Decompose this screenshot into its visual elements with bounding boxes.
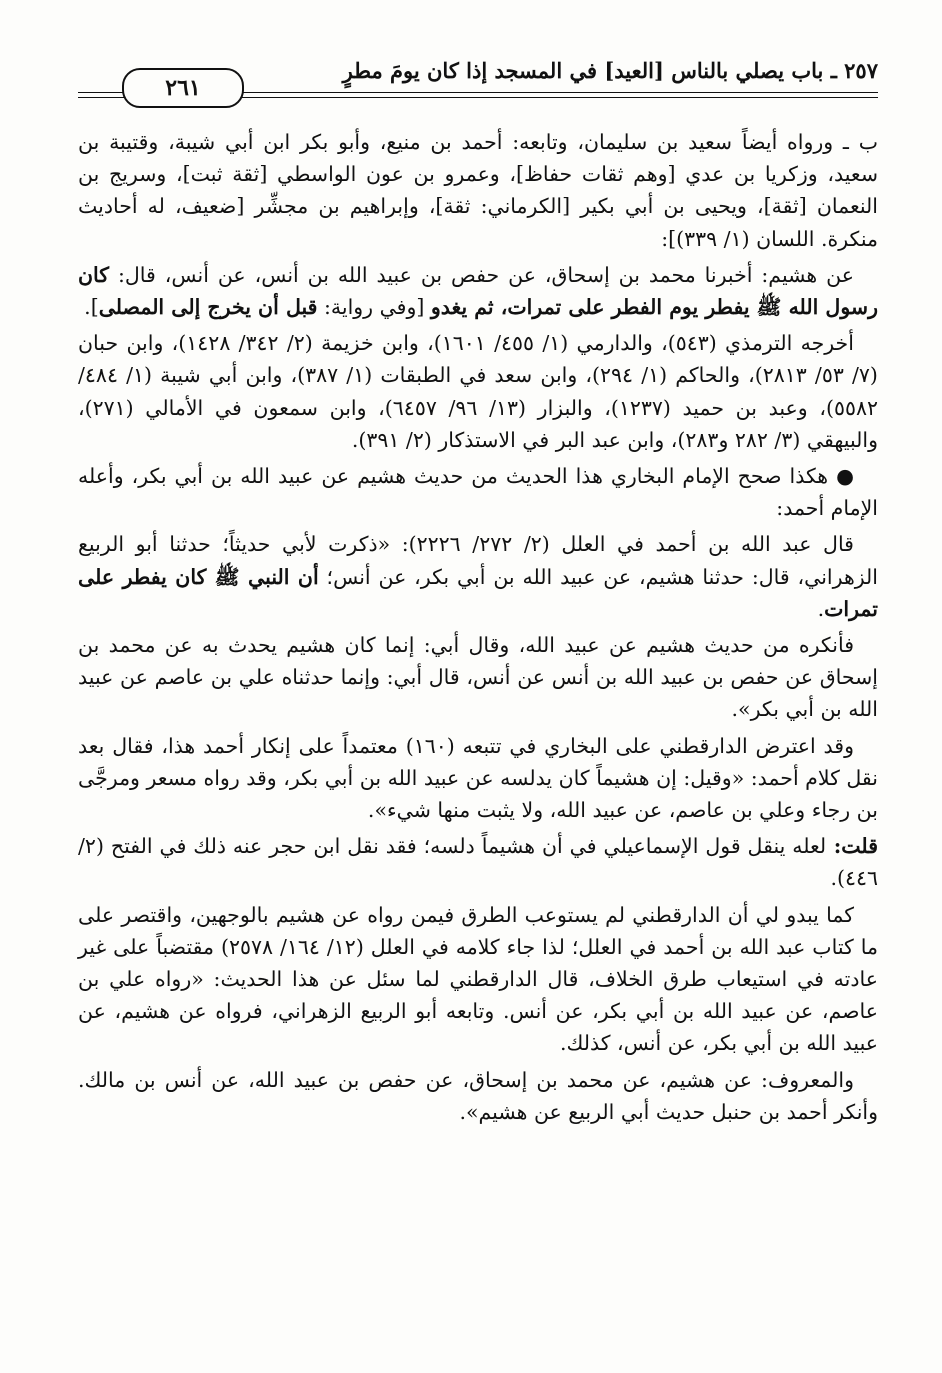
paragraph [78,830,878,894]
text-run: فأنكره من حديث هشيم عن عبيد الله، وقال أبي: إنما كان هشيم يحدث به عن محمد بن إسحاق عن حفص بن عبيد الله بن أنس عن أنس، قال أبي: وإنما حدثناه علي بن عاصم عن عبيد الله بن أبي بكر». [78,633,878,722]
text-run: . [817,596,825,621]
text-run: ● هكذا صحح الإمام البخاري هذا الحديث من حديث هشيم عن عبيد الله بن أبي بكر، وأعله الإمام أحمد: [78,464,878,521]
text-run: عن هشيم: أخبرنا محمد بن إسحاق، عن حفص بن عبيد الله بن أنس، عن أنس، قال: [109,262,854,287]
text-run: أخرجه الترمذي (٥٤٣)، والدارمي (١/ ٤٥٥/ ١٦٠١)، وابن خزيمة (٢/ ٣٤٢/ ١٤٢٨)، وابن حبان (٧/ ٥٣/ ٢٨١٣)، والحاكم (١/ ٢٩٤)، وابن سعد في الطبقات (١/ ٣٨٧)، وابن أبي شيبة (١/ ٤٨٤/ ٥٥٨٢)، وعبد بن حميد (١٢٣٧)، والبزار (١٣/ ٩٦/ ٦٤٥٧)، وابن سمعون في الأمالي (٢٧١)، والبيهقي (٣/ ٢٨٢ و٢٨٣)، وابن عبد البر في الاستذكار (٢/ ٣٩١). [78,331,878,452]
bold-text: قلت: [826,834,878,859]
text-run: ب ـ ورواه أيضاً سعيد بن سليمان، وتابعه: أحمد بن منيع، وأبو بكر ابن أبي شيبة، وقتيبة بن سعيد، وزكريا بن عدي [وهم ثقات حفاظ]، وعمرو بن عون الواسطي [ثقة ثبت]، وسريج بن النعمان [ثقة]، ويحيى بن أبي بكير [الكرماني: ثقة]، وإبراهيم بن مجشِّر [ضعيف، له أحاديث منكرة. اللسان (١/ ٣٣٩)]: [78,130,879,251]
page-header [78,52,878,102]
body-text [78,126,878,1132]
paragraph [78,259,878,323]
bold-text: قبل أن يخرج إلى المصلى [98,295,318,320]
paragraph [78,1064,878,1128]
text-run: لعله ينقل قول الإسماعيلي في أن هشيماً دلسه؛ فقد نقل ابن حجر عنه ذلك في الفتح (٢/ ٤٤٦). [78,834,878,891]
text-run: وقد اعترض الدارقطني على البخاري في تتبعه (١٦٠) معتمداً على إنكار أحمد هذا، فقال بعد نقل كلام أحمد: «وقيل: إن هشيماً كان يدلسه عن عبيد الله بن أبي بكر، وقد رواه مسعر ومرجَّى بن رجاء وعلي بن عاصم، عن عبيد الله، ولا يثبت منها شيء». [78,733,878,823]
running-title: ٢٥٧ ـ باب يصلي بالناس [العيد] في المسجد إذا كان يومَ مطرٍ [342,58,878,83]
paragraph [78,629,878,726]
text-run: قال عبد الله بن أحمد في العلل (٢/ ٢٧٢/ ٢٢٢٦): «ذكرت لأبي حديثاً؛ حدثنا أبو الربيع الزهراني، قال: حدثنا هشيم، عن عبيد الله بن أبي بكر، عن أنس؛ [78,532,879,589]
text-run: ]. [84,295,99,320]
paragraph [78,730,878,827]
paragraph [78,528,878,625]
text-run: كما يبدو لي أن الدارقطني لم يستوعب الطرق فيمن رواه عن هشيم بالوجهين، واقتصر على ما كتاب عبد الله بن أحمد في العلل؛ لذا جاء كلامه في العلل (١٢/ ١٦٤/ ٢٥٧٨) مقتضباً على غير عادته في استيعاب طرق الخلاف، قال الدارقطني لما سئل عن هذا الحديث: «رواه علي بن عاصم، عن عبيد الله بن أبي بكر، عن أنس. وتابعه أبو الربيع الزهراني، فرواه عن هشيم، عن عبيد الله بن أبي بكر، عن أنس، كذلك. [78,902,878,1056]
page-number: ٢٦١ [122,68,244,108]
paragraph [78,460,878,524]
text-run: [وفي رواية: [317,295,431,320]
paragraph [78,899,878,1060]
bold-text: كان رسول الله ﷺ يفطر يوم الفطر على تمرات، ثم يغدو [78,262,878,320]
bold-text: أن النبي ﷺ كان يفطر على تمرات [78,564,878,621]
paragraph [78,126,878,255]
paragraph [78,327,878,456]
text-run: والمعروف: عن هشيم، عن محمد بن إسحاق، عن حفص بن عبيد الله، عن أنس بن مالك. وأنكر أحمد بن حنبل حديث أبي الربيع عن هشيم». [78,1067,878,1124]
